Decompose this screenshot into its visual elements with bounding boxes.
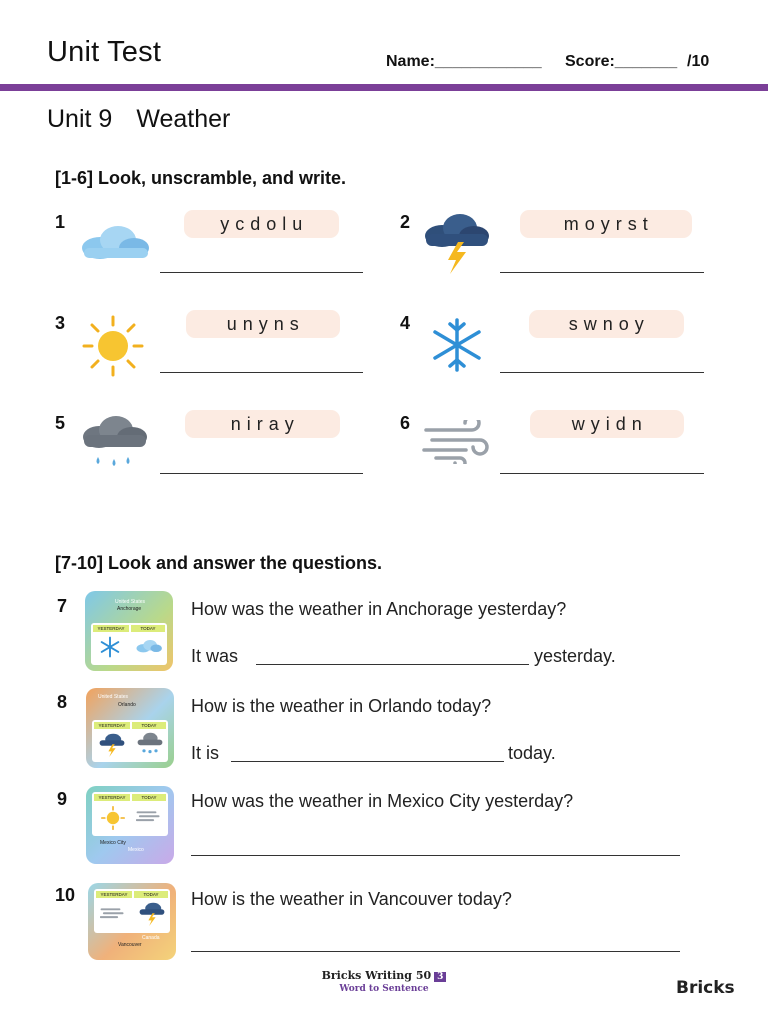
weather-map-thumbnail bbox=[85, 591, 173, 671]
forecast-card bbox=[94, 889, 170, 933]
item-number: 7 bbox=[57, 596, 68, 616]
scrambled-word-5: n i r a y bbox=[185, 410, 340, 438]
wind-icon bbox=[100, 905, 128, 928]
answer-suffix: yesterday. bbox=[534, 646, 616, 666]
item-number: 1 bbox=[55, 212, 66, 232]
score-total: /10 bbox=[687, 53, 710, 70]
item-number: 6 bbox=[400, 413, 411, 433]
answer-line-4[interactable] bbox=[500, 372, 704, 373]
scrambled-word-6: w y i d n bbox=[530, 410, 684, 438]
today-label: TODAY bbox=[131, 625, 165, 632]
map-city: Orlando bbox=[118, 702, 136, 708]
question-text: How was the weather in Mexico City yesterday? bbox=[191, 791, 574, 811]
map-country: Mexico bbox=[128, 847, 144, 853]
scrambled-word-2: m o y r s t bbox=[520, 210, 692, 238]
weather-map-thumbnail bbox=[88, 883, 176, 960]
part2-instruction: [7-10] Look and answer the questions. bbox=[55, 553, 383, 573]
scrambled-word-1: y c d o l u bbox=[184, 210, 339, 238]
yesterday-label: YESTERDAY bbox=[96, 891, 132, 898]
item-number: 5 bbox=[55, 413, 66, 433]
rain-cloud-icon bbox=[80, 415, 150, 478]
rain-cloud-icon bbox=[136, 732, 164, 761]
book-subtitle: Word to Sentence bbox=[339, 984, 429, 994]
brand-logo: Bricks bbox=[676, 978, 735, 998]
map-city: Vancouver bbox=[118, 942, 142, 948]
answer-prefix: It was bbox=[191, 646, 239, 666]
score-field-label: Score:_______ bbox=[565, 53, 678, 70]
wind-icon bbox=[422, 420, 494, 469]
item-number: 9 bbox=[57, 789, 68, 809]
yesterday-label: YESTERDAY bbox=[93, 625, 129, 632]
level-badge: 3 bbox=[434, 972, 446, 982]
footer-book-info bbox=[300, 969, 468, 994]
unit-topic: Weather bbox=[136, 105, 231, 133]
answer-line-3[interactable] bbox=[160, 372, 363, 373]
map-country: Canada bbox=[142, 935, 160, 941]
map-city: Anchorage bbox=[117, 606, 142, 612]
question-text: How is the weather in Orlando today? bbox=[191, 696, 492, 716]
answer-line-7[interactable] bbox=[256, 664, 529, 665]
name-field-label: Name:____________ bbox=[386, 53, 542, 70]
map-country: United States bbox=[98, 694, 129, 700]
item-number: 10 bbox=[55, 885, 76, 905]
answer-line-10[interactable] bbox=[191, 951, 680, 952]
map-country: United States bbox=[115, 599, 146, 605]
cloud-icon bbox=[135, 637, 163, 660]
storm-icon bbox=[422, 212, 492, 281]
today-label: TODAY bbox=[132, 722, 166, 729]
answer-line-6[interactable] bbox=[500, 473, 704, 474]
sun-icon bbox=[101, 806, 125, 835]
map-city: Mexico City bbox=[100, 840, 126, 846]
item-number: 3 bbox=[55, 313, 66, 333]
item-number: 2 bbox=[400, 212, 411, 232]
forecast-card bbox=[92, 720, 168, 762]
header-divider bbox=[0, 84, 768, 91]
forecast-card bbox=[91, 623, 167, 665]
today-label: TODAY bbox=[134, 891, 168, 898]
answer-line-1[interactable] bbox=[160, 272, 363, 273]
forecast-card bbox=[92, 792, 168, 836]
page-title: Unit Test bbox=[47, 36, 162, 68]
question-text: How is the weather in Vancouver today? bbox=[191, 889, 512, 909]
storm-icon bbox=[98, 732, 126, 763]
unit-number: Unit 9 bbox=[47, 105, 113, 133]
answer-line-5[interactable] bbox=[160, 473, 363, 474]
scrambled-word-4: s w n o y bbox=[529, 310, 684, 338]
sun-icon bbox=[82, 315, 144, 382]
answer-prefix: It is bbox=[191, 743, 220, 763]
cloud-icon bbox=[78, 222, 152, 267]
book-title: Bricks Writing 50 bbox=[321, 969, 432, 982]
yesterday-label: YESTERDAY bbox=[94, 794, 130, 801]
part1-instruction: [1-6] Look, unscramble, and write. bbox=[55, 168, 347, 188]
item-number: 4 bbox=[400, 313, 411, 333]
answer-line-2[interactable] bbox=[500, 272, 704, 273]
question-text: How was the weather in Anchorage yesterday? bbox=[191, 599, 567, 619]
answer-line-9[interactable] bbox=[191, 855, 680, 856]
yesterday-label: YESTERDAY bbox=[94, 722, 130, 729]
answer-suffix: today. bbox=[508, 743, 556, 763]
unit-heading bbox=[47, 105, 254, 134]
weather-map-thumbnail bbox=[86, 786, 174, 864]
storm-icon bbox=[138, 901, 166, 932]
weather-map-thumbnail bbox=[86, 688, 174, 768]
snowflake-icon bbox=[99, 636, 121, 663]
wind-icon bbox=[136, 808, 164, 831]
snowflake-icon bbox=[428, 317, 486, 378]
today-label: TODAY bbox=[132, 794, 166, 801]
item-number: 8 bbox=[57, 692, 68, 712]
scrambled-word-3: u n y n s bbox=[186, 310, 340, 338]
answer-line-8[interactable] bbox=[231, 761, 504, 762]
